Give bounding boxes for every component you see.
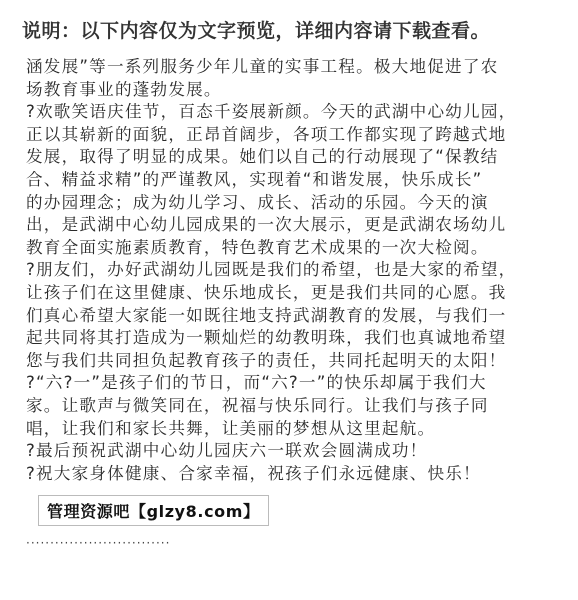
text-line: ?最后预祝武湖中心幼儿园庆六一联欢会圆满成功！ [26, 441, 428, 461]
text-line: ?祝大家身体健康、合家幸福，祝孩子们永远健康、快乐！ [26, 463, 481, 483]
text-line: 让孩子们在这里健康、快乐地成长，更是我们共同的心愿。我 [26, 282, 507, 302]
text-line: 家。让歌声与微笑同在，祝福与快乐同行。让我们与孩子同 [26, 395, 489, 415]
text-line: 场教育事业的蓬勃发展。 [26, 79, 222, 99]
watermark-banner: 管理资源吧【glzy8.com】 [38, 495, 269, 526]
text-line: 您与我们共同担负起教育孩子的责任，共同托起明天的太阳！ [26, 350, 507, 370]
text-line: 发展，取得了明显的成果。她们以自己的行动展现了“保教结 [26, 147, 499, 167]
text-line: 们真心希望大家能一如既往地支持武湖教育的发展，与我们一 [26, 305, 507, 325]
text-line: 出，是武湖中心幼儿园成果的一次大展示，更是武湖农场幼儿 [26, 215, 507, 235]
text-line: 起共同将其打造成为一颗灿烂的幼教明珠，我们也真诚地希望 [26, 328, 507, 348]
text-line: 正以其崭新的面貌，正昂首阔步，各项工作都实现了跨越式地 [26, 124, 507, 144]
text-line: ?欢歌笑语庆佳节，百态千姿展新颜。今天的武湖中心幼儿园， [26, 102, 517, 122]
text-line: ?朋友们，办好武湖幼儿园既是我们的希望，也是大家的希望， [26, 260, 517, 280]
continuation-dots: ······························ [26, 536, 171, 550]
text-line: 唱，让我们和家长共舞，让美丽的梦想从这里起航。 [26, 418, 436, 438]
document-body [26, 56, 566, 485]
text-line: ?“六?一”是孩子们的节日，而“六?一”的快乐却属于我们大 [26, 373, 487, 393]
text-line: 合、精益求精”的严谨教风，实现着“和谐发展，快乐成长” [26, 169, 483, 189]
text-line: 教育全面实施素质教育，特色教育艺术成果的一次大检阅。 [26, 237, 489, 257]
text-line: 涵发展”等一系列服务少年儿童的实事工程。极大地促进了农 [26, 57, 499, 76]
preview-notice: 说明：以下内容仅为文字预览，详细内容请下载查看。 [22, 20, 491, 42]
text-line: 的办园理念；成为幼儿学习、成长、活动的乐园。今天的演 [26, 192, 489, 212]
